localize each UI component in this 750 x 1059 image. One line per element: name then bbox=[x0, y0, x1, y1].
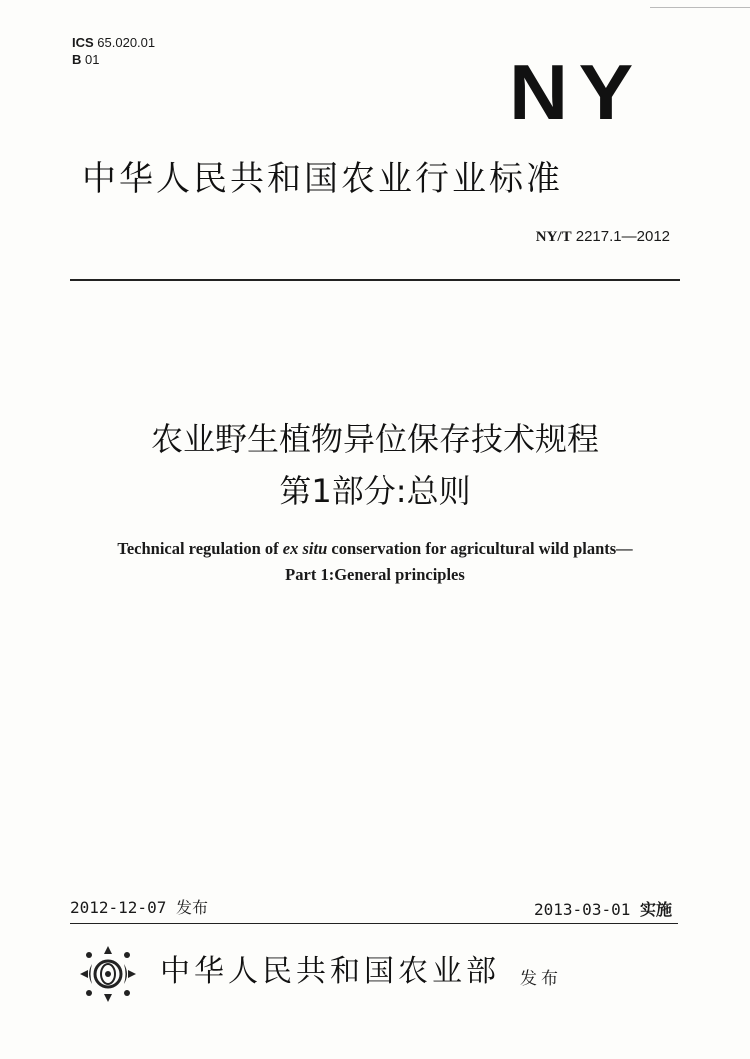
ics-line: ICS 65.020.01 bbox=[72, 35, 156, 50]
chinese-title-line-1: 农业野生植物异位保存技术规程 bbox=[150, 420, 599, 458]
class-code: 01 bbox=[85, 52, 100, 67]
ics-code: 65.020.01 bbox=[97, 35, 156, 50]
class-line: B 01 bbox=[72, 52, 100, 67]
chinese-title-line-2: 第1部分:总则 bbox=[279, 472, 471, 510]
standard-type-title: 中华人民共和国农业行业标准 bbox=[82, 159, 563, 199]
issuing-ministry: 中华人民共和国农业部 bbox=[160, 954, 500, 989]
standard-code bbox=[536, 228, 670, 246]
standard-code-prefix: NY/T bbox=[535, 229, 572, 245]
classification-codes bbox=[72, 34, 155, 68]
header-divider bbox=[70, 279, 680, 281]
english-title-line-2: Part 1:General principles bbox=[285, 565, 465, 584]
ny-standard-mark: NY bbox=[509, 48, 638, 136]
publish-label: 发布 bbox=[520, 969, 562, 989]
issue-date: 2012-12-07 发布 bbox=[70, 898, 208, 917]
footer-divider bbox=[70, 923, 678, 924]
english-title-line-1: Technical regulation of ex situ conservation for agricultural wild plants— bbox=[117, 539, 633, 558]
top-edge-line bbox=[650, 7, 750, 8]
implementation-date: 2013-03-01 实施 bbox=[534, 900, 672, 919]
ministry-emblem-icon bbox=[76, 942, 140, 1006]
standard-code-number: 2217.1—2012 bbox=[575, 228, 670, 245]
